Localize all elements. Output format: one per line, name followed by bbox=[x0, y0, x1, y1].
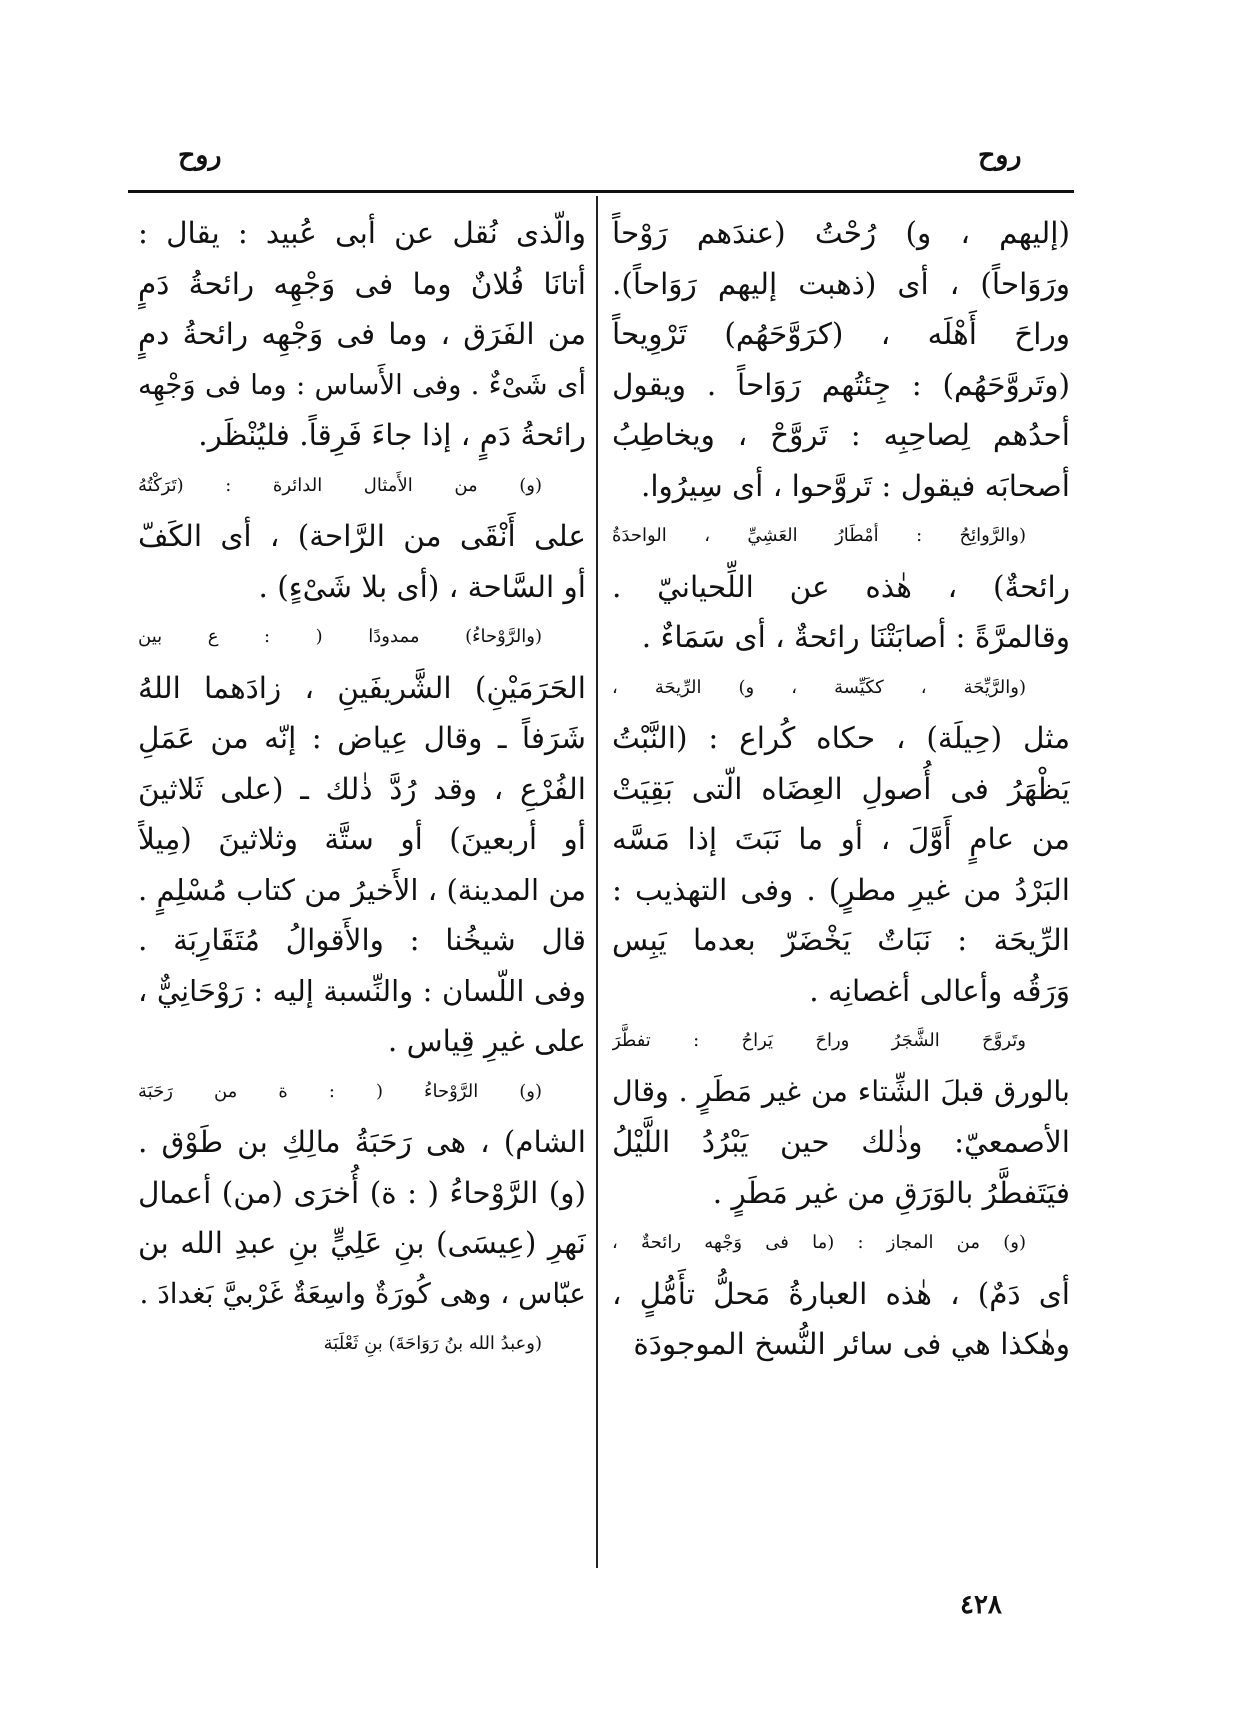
entry-paragraph bbox=[612, 208, 1070, 511]
entry-paragraph bbox=[138, 1067, 586, 1320]
entry-paragraph bbox=[612, 663, 1070, 1017]
text-line: (و) من الأَمثال الدائرة : (تَرَكْتُهُ bbox=[138, 474, 542, 496]
column-divider bbox=[596, 196, 598, 1568]
text-line: (والرَّوْحاءُ) ممدودًا ( : ع بين bbox=[138, 626, 542, 647]
text-line: الرِّيحَة : نَبَاتٌ يَخْضَرّ بعدما يَبِس bbox=[612, 923, 1070, 957]
text-line: من عامٍ أَوَّلَ ، أو ما نَبَتَ إذا مَسَّه bbox=[612, 822, 1070, 856]
text-line: على أَنْقَى من الرَّاحة) ، أى الكَفّ bbox=[138, 519, 586, 553]
text-line: أتانَا فُلانٌ وما فى وَجْهِه رائحةُ دَمٍ bbox=[138, 266, 586, 301]
text-line: مثل (حِيلَة) ، حكاه كُراع : (النَّبْتُ bbox=[612, 721, 1070, 755]
text-line: (إليهم ، و) رُحْتُ (عندَهم رَوْحاً bbox=[612, 216, 1070, 250]
left-column bbox=[138, 208, 586, 1568]
text-line: (و) من المجاز : (ما فى وَجْهه رائحةٌ ، bbox=[612, 1232, 1026, 1253]
text-line: الأصمعيّ: وذٰلك حين يَبْرُدُ اللَّيْلُ bbox=[612, 1125, 1070, 1159]
text-line: يَظْهَرُ فى أُصولِ العِضَاه الّتى بَقِيَتْ bbox=[612, 771, 1070, 806]
text-line: (و) الرَّوْحاءُ ( : ة) أُخرَى (من) أعمال bbox=[138, 1175, 586, 1210]
text-line: والّذى نُقل عن أبى عُبيد : يقال : bbox=[138, 216, 586, 250]
text-line: وتَروَّحَ الشَّجَرُ وراحَ يَراحُ : تفطَّرَ bbox=[612, 1030, 1026, 1051]
text-line: أو أربعينَ) أو ستَّة وثلاثينَ (مِيلاً bbox=[138, 822, 586, 856]
text-line: الشام) ، هى رَحَبَةُ مالِكِ بن طَوْق . bbox=[138, 1125, 586, 1159]
text-line: البَرْدُ من غيرِ مطرٍ) . وفى التهذيب : bbox=[612, 872, 1070, 907]
text-line: الفُرْعِ ، وقد رُدَّ ذٰلك ـ (على ثَلاثينَ bbox=[138, 771, 586, 806]
text-line: رائحةٌ) ، هٰذه عن اللِّحيانيّ . bbox=[612, 569, 1070, 604]
entry-paragraph bbox=[612, 1016, 1070, 1218]
text-line: أى دَمٌ) ، هٰذه العبارةُ مَحلُّ تأَمُّلٍ ، bbox=[612, 1276, 1070, 1311]
right-column bbox=[612, 208, 1070, 1568]
entry-paragraph bbox=[138, 1319, 586, 1370]
text-line: نَهرِ (عِيسَى) بنِ عَلِيٍّ بنِ عبدِ الله بن bbox=[138, 1226, 586, 1260]
text-line: بالورق قبلَ الشِّتاء من غير مَطَرٍ . وقال bbox=[612, 1074, 1070, 1108]
text-line: أى شَىْءٌ . وفى الأَساس : وما فى وَجْهِه bbox=[138, 368, 586, 401]
text-line: (و) الرَّوْحاءُ ( : ة من رَحَبَة bbox=[138, 1080, 542, 1102]
entry-paragraph bbox=[138, 208, 586, 461]
text-line: من المدينة) ، الأَخيرُ من كتاب مُسْلِمٍ . bbox=[138, 872, 586, 907]
running-head-right: روح bbox=[978, 140, 1022, 171]
text-line: (وتَروَّحَهُم) : جِئتُهم رَوَاحاً . ويقول bbox=[612, 367, 1070, 402]
text-line: (وعبدُ الله بنُ رَوَاحَةَ) بنِ ثَعْلَبَة bbox=[323, 1333, 542, 1354]
text-line: فيَتَفطَّرُ بالوَرَقِ من غير مَطَرٍ . bbox=[712, 1175, 1070, 1210]
page-number: ٤٢٨ bbox=[960, 1590, 1002, 1620]
text-line: أحدُهم لِصاحِبِه : تَروَّحْ ، ويخاطِبُ bbox=[612, 418, 1070, 452]
text-line: أصحابَه فيقول : تَروَّحوا ، أى سِيرُوا. bbox=[640, 468, 1070, 503]
text-line: وقالمرَّةً : أصابَتْنَا رائحةٌ ، أى سَمَاءٌ . bbox=[641, 620, 1070, 654]
text-line: وراحَ أَهْلَه ، (كرَوَّحَهُم) تَرْوِيحاً bbox=[612, 317, 1070, 351]
text-line: الحَرَمَيْنِ) الشَّريفَينِ ، زادَهما اللهُ bbox=[138, 670, 586, 705]
header-rule bbox=[128, 190, 1074, 193]
text-line: قال شيخُنا : والأَقوالُ مُتَقَارِبَة . bbox=[138, 923, 586, 957]
text-line: من الفَرَق ، وما فى وَجْهِه رائحةُ دمٍ bbox=[138, 317, 586, 351]
entry-paragraph bbox=[612, 1218, 1070, 1370]
text-line: وفى اللّسان : والنِّسبة إليه : رَوْحَانِيٌّ ، bbox=[138, 973, 586, 1008]
text-line: وَرَقُه وأعالى أغصانِه . bbox=[809, 973, 1070, 1008]
entry-paragraph bbox=[138, 461, 586, 613]
text-line: شَرَفاً ـ وقال عِياض : إنّه من عَمَلِ bbox=[138, 721, 586, 755]
entry-paragraph bbox=[138, 612, 586, 1067]
text-line: ورَوَاحاً) ، أى (ذهبت إليهم رَوَاحاً). bbox=[612, 266, 1070, 301]
text-line: وهٰكذا هي فى سائر النُّسخ الموجودَة bbox=[633, 1327, 1070, 1361]
entry-paragraph bbox=[612, 511, 1070, 663]
text-line: أو السَّاحة ، (أى بلا شَىْءٍ) . bbox=[258, 569, 586, 604]
text-line: (والرَّيِّحَة ، ككَيِّسة ، و) الرِّيحَة ، bbox=[612, 676, 1026, 698]
text-line: على غيرِ قِياس . bbox=[387, 1024, 586, 1058]
text-line: رائحةُ دَمٍ ، إذا جاءَ فَرِقاً. فليُنْظَر. bbox=[198, 418, 586, 452]
text-line: عبّاس ، وهى كُورَةٌ واسِعَةٌ غَرْبيَّ بَغدادَ . bbox=[139, 1276, 586, 1310]
text-line: (والرَّوائِحُ : أمْطَارُ العَشِيِّ ، الواحدَةُ bbox=[612, 525, 1026, 546]
running-head-left: روح bbox=[178, 140, 222, 171]
